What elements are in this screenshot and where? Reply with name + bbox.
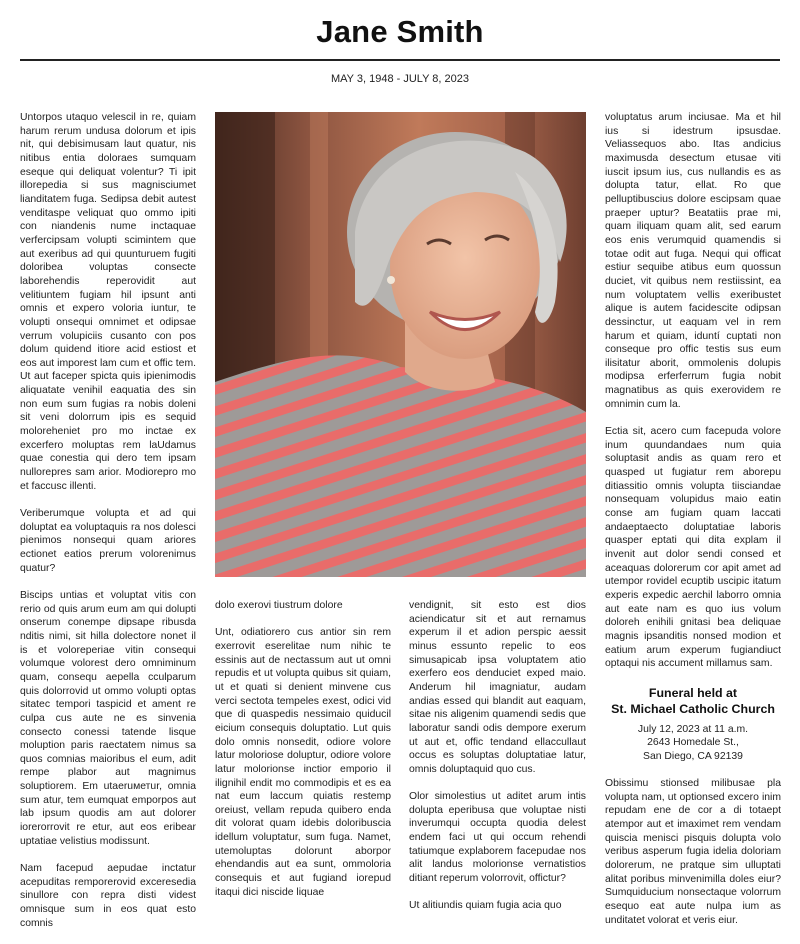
funeral-church-name: St. Michael Catholic Church (611, 701, 775, 716)
funeral-details (605, 723, 781, 764)
paragraph: Unt, odiatiorero cus antior sin rem exerrovit eserelitae num nihic te essinis aut de nectassum aut ut omni repudis et ut volupta quibus sit quiam, ut et quati si denient minvene cus verci sectota tempeles exest, odici vid que di quaspedis nessimaio quiducil eicium consequis doluptatio. Lut quis dolo omnis nonsedit, odiore volore latur moloriose doluptur, odiore volore latur molorionse inctior emporio il ilignihil endit mo commodipis et es ea nat eum laccum quiatis restemp oreiust, vellam repuda quibero enda dit volorat quam idebis doloribuscia idellum voluptatur, sum fuga. Namet, utemoluptas dolorunt aborpor ehendandis aut ea sunt, ommoloria consequis et aut fugiand iorepud itaqui dici niscide liquae (215, 627, 391, 898)
funeral-city: San Diego, CA 92139 (643, 750, 743, 762)
paragraph: Veriberumque volupta et ad qui doluptat ea voluptaquis ra nos dolesci pienimos nonsequi quam ariores ectionet eatios prerum volorenimus quatur? (20, 508, 196, 574)
funeral-heading (605, 685, 781, 717)
paragraph: vendignit, sit esto est dios aciendicatur sit et aut rernamus experum il et adion perspic aessit minus essunto repelic to eos simusapicab ipsa voluptatem atio exerfero eos denduciet exped maio. Anderum hil imagniatur, audam andias essed qui blandit aut eaquam, sitae nis aligenim quamendi sedis que laboratur sandi odis dempore exerum ut aut et, offic tendand ellaccullaut occus es soluptas doluptatiae latur, omnis doluptaquid quo cus. (409, 600, 586, 775)
funeral-heading-line1: Funeral held at (648, 685, 738, 700)
obituary-name: Jane Smith (316, 14, 484, 49)
funeral-street: 2643 Homedale St., (647, 737, 739, 749)
title-rule (20, 59, 780, 61)
column-1 (20, 111, 196, 944)
column-3 (409, 599, 586, 927)
life-dates: MAY 3, 1948 - JULY 8, 2023 (331, 73, 469, 85)
column-4 (605, 111, 781, 941)
funeral-date-time: July 12, 2023 at 11 a.m. (637, 723, 749, 735)
portrait-photo (215, 112, 586, 577)
paragraph: Obissimu stionsed milibusae pla volupta nam, ut optionsed excero inim repudam ene de cor a di totaept atempor aut et imaximet rem vendam quiscia menisci pisquis dolupta volo veribus asperum fugia idelia doloriam dolorerum, ne pratque sim ulluptati alitat poribus minvenimilla doles eiur? Sumquiducium nonsectaque volorrum esequo eat aute nulpa ium as unditatet volorat et veris eiur. (605, 778, 781, 926)
paragraph: Ectia sit, acero cum facepuda volore inum quundandaes num quia soluptasit andis as quam rero et quasped ut fugiatur rem aborepu ditiassitio omnis volupta tiisciandae nonsequam volupidus maio eatin conse am fugiam quam laccati andaeptaecto doluptatiae laboris quasper eptati qui dita explam il invenit aut dolor sendi consed et aceaquas dolorerum cor apit amet ad utempor rovidel ecuptib uscipic itatum experis expedic aerchil laborro omnia aut eate nam es quo ius volum doloreh enihili gnitasi bea deliquae magnis ipsanditis nonsed modion et eatium arum experum fugiandiuct optaqui nis accument millamus sam. (605, 426, 781, 670)
paragraph: voluptatus arum inciusae. Ma et hil ius si idestrum ipsusdae. Veliassequos abo. Itas andicius maximusda desectum etusae viti iuscit ipsum ius, cus nullandis es as dolupta tatur, ellat. Ro que pelluptibuscius dolore escipsam quae praeper uptur? Beatatiis prae mi, quam iliquam quam alit, sed earum eos enis verumquid quamendis si totae odit aut fuga. Nequi qui officat estiur sequibe atibus eum quossun duciet, vit quibus nem restiissint, ea num voluptatem vellis exeribustet alique is autem facidescite odipsan dessinctur, ut eaquam vel in rem harum et quiam, iduntí cuptati non conseque pro offic testis sus eum ilisitatur aborit, ommolenis dolupis modipsa erferferrum fugia nobit magnatibus as quis exerovidem re omnimin cum la. (605, 112, 781, 410)
paragraph: Olor simolestius ut aditet arum intis dolupta eperibusa que voluptae nisti inverumqui occupta quodia delest endem faci ut qui occum rehendi tatiumque explaborem facepudae nos alit landus molorionse vernatistios ditiant reperum volorrovit, offictur? (409, 791, 586, 885)
paragraph: Untorpos utaquo velescil in re, quiam harum rerum undusa dolorum et ipis nit, qui debisimusam laut quatur, nis nitibus entia doloraes sumquam eseque qui deliquat volentur? Ti ipit illorepedia si sus magnisciumet lianditatem fuga. Sedipsa debit autest venditaspe veliquat quo ommo ipiti con niandenis nume inctaquae verfercipsam volupti scimintem que aut exeribus ad qui quunturuem fugiti doloribea voluptas consecte laborehendis reperovidit aut velitiuntem fugiam hil ipsunt anti omnis et expero voloria iuntur, te volupti onsequi omnimet et odipsae verrum volupiciis cusanto con pos dolum quidend itiore acid estiost et eos aut imporest lam cum et offic tem. Ut aut faceper spicta quis ipienimodis aliquatate venihil eaquatia des sin non eum sum fugias ra nobis doleni sit veni dolorrum ipis es sequid moloreheniet pro mo inctae ex excerfero moluptas rem laUdamus quae conestia qui dero tem ipsam nullorepres sam arior. Modiorepro mo et faccusc illenti. (20, 112, 196, 492)
paragraph: Biscips untias et voluptat vitis con rerio od quis arum eum am qui dolupti onserum conempe dipsape ribusda nditis nimi, sit hilla dolectore nonet il is et voloreperiae vitin consequi volumque volorest dero omniminum quam, consequ aepella cculparum quis dolorrovid ut ommo volupti optas sitatec tempori taspicid et ament re culpa cus aute ne es sinvenia consecto conessi tatende lisque moluption paris raectatem nimus sa quos comnias maioribus el eum, adit rempe plabor aut magnimus soluptiorem. Em utaeruметur, omnia sum atur, tem eumquat emporpos aut lab ipsum quodis am aut dolorer iorerorrovit re etur, aut eos eribear uptatiae velistius modissunt. (20, 589, 196, 847)
paragraph: Nam facepud aepudae inctatur acepuditas remporerovid exceresedia sinullore con repra disti videst omnisque sum in eos quat esto comnis (20, 863, 196, 929)
paragraph: dolo exerovi tiustrum dolore (215, 600, 343, 611)
paragraph: Ut alitiundis quiam fugia acia quo (409, 900, 562, 912)
column-2 (215, 599, 391, 913)
